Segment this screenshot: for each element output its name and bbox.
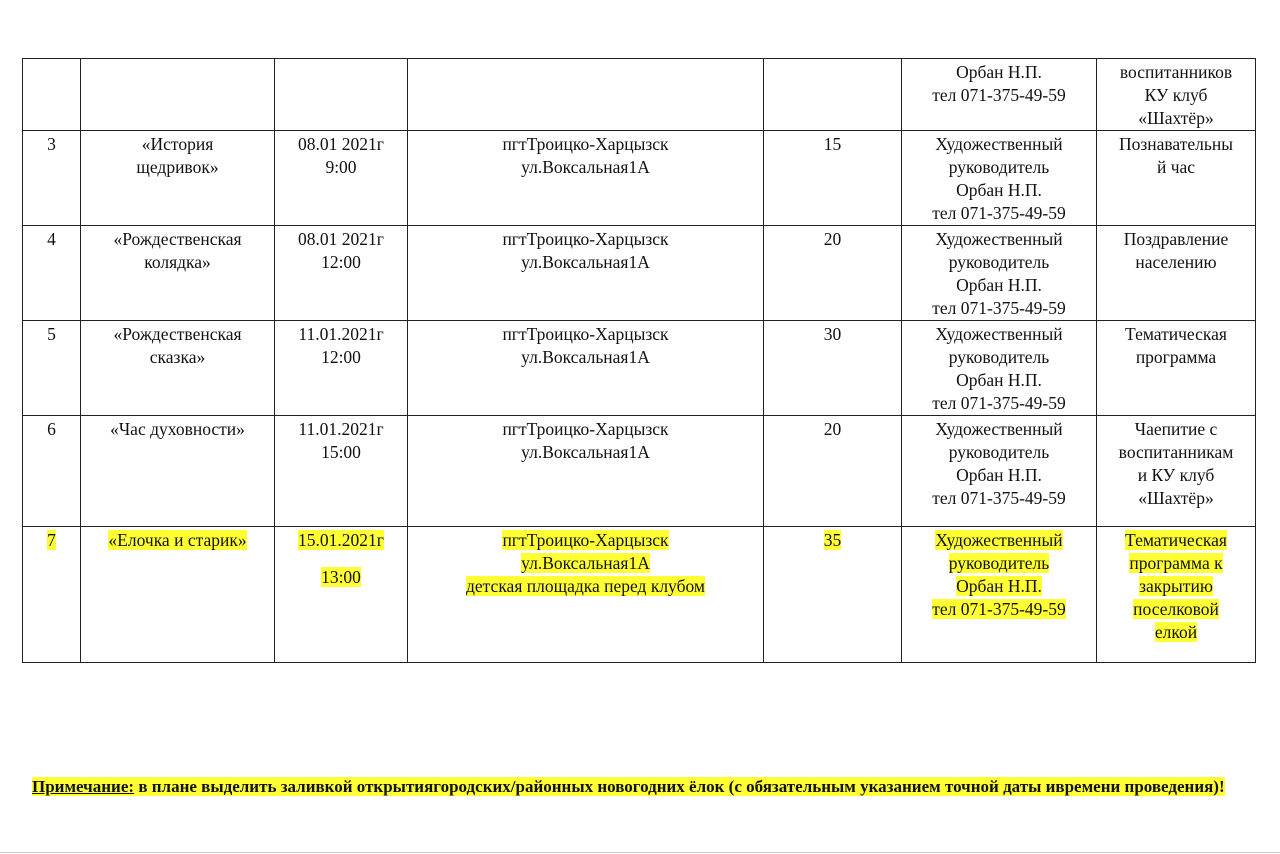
title-cell: «История щедривок» — [81, 131, 275, 226]
num-cell: 3 — [23, 131, 81, 226]
datetime-cell — [275, 131, 408, 226]
responsible-cell — [902, 59, 1097, 131]
place-cell: пгтТроицко-Харцызск ул.Воксальная1А — [408, 321, 764, 416]
note-text: в плане выделить заливкой открытиягородских/районных новогодних ёлок (с обязательным указанием точной даты ивремени проведения)! — [134, 777, 1225, 796]
form-cell: Поздравление населению — [1097, 226, 1256, 321]
num-cell: 7 — [23, 527, 81, 663]
form-cell: Тематическая программа — [1097, 321, 1256, 416]
count-cell: 30 — [764, 321, 902, 416]
datetime-cell — [275, 527, 408, 663]
title-cell: «Час духовности» — [81, 416, 275, 527]
table-row — [23, 131, 1256, 226]
event-time: 9:00 — [325, 157, 357, 177]
form-line: воспитанников — [1119, 62, 1233, 82]
table-row — [23, 321, 1256, 416]
event-date: 08.01 2021г — [298, 134, 384, 154]
form-line: «Шахтёр» — [1138, 108, 1214, 128]
note-label: Примечание: — [32, 777, 135, 796]
table-row — [23, 59, 1256, 131]
event-date: 11.01.2021г — [298, 324, 384, 344]
datetime-cell — [275, 416, 408, 527]
num-cell — [23, 59, 81, 131]
event-time: 12:00 — [321, 347, 361, 367]
place-cell — [408, 59, 764, 131]
responsible-cell: Художественный руководитель Орбан Н.П. тел 071-375-49-59 — [902, 416, 1097, 527]
note-paragraph — [32, 775, 1247, 798]
title-cell: «Елочка и старик» — [81, 527, 275, 663]
event-time: 12:00 — [321, 252, 361, 272]
count-cell: 20 — [764, 416, 902, 527]
datetime-cell — [275, 226, 408, 321]
table-row — [23, 226, 1256, 321]
form-cell: Тематическая программа к закрытию поселковой елкой — [1097, 527, 1256, 663]
title-cell: «Рождественская сказка» — [81, 321, 275, 416]
place-cell: пгтТроицко-Харцызск ул.Воксальная1А — [408, 226, 764, 321]
event-date: 11.01.2021г — [298, 419, 384, 439]
event-date: 15.01.2021г — [298, 530, 384, 550]
count-cell: 35 — [764, 527, 902, 663]
table-row-highlighted — [23, 527, 1256, 663]
form-cell: Чаепитие с воспитанникам и КУ клуб «Шахтёр» — [1097, 416, 1256, 527]
title-cell: «Рождественская колядка» — [81, 226, 275, 321]
responsible-line: Орбан Н.П. — [956, 62, 1042, 82]
count-cell: 20 — [764, 226, 902, 321]
responsible-line: тел 071-375-49-59 — [932, 85, 1066, 105]
count-cell — [764, 59, 902, 131]
num-cell: 6 — [23, 416, 81, 527]
responsible-cell: Художественный руководитель Орбан Н.П. тел 071-375-49-59 — [902, 131, 1097, 226]
title-cell — [81, 59, 275, 131]
responsible-cell: Художественный руководитель Орбан Н.П. тел 071-375-49-59 — [902, 321, 1097, 416]
event-time: 15:00 — [321, 442, 361, 462]
place-cell: пгтТроицко-Харцызск ул.Воксальная1А — [408, 131, 764, 226]
form-line: КУ клуб — [1144, 85, 1208, 105]
page-bottom-divider — [0, 852, 1280, 853]
place-cell: пгтТроицко-Харцызск ул.Воксальная1А детская площадка перед клубом — [408, 527, 764, 663]
table-row — [23, 416, 1256, 527]
datetime-cell — [275, 59, 408, 131]
event-time: 13:00 — [321, 567, 361, 587]
responsible-cell: Художественный руководитель Орбан Н.П. тел 071-375-49-59 — [902, 527, 1097, 663]
events-table — [22, 58, 1256, 663]
event-date: 08.01 2021г — [298, 229, 384, 249]
form-cell: Познавательны й час — [1097, 131, 1256, 226]
place-cell: пгтТроицко-Харцызск ул.Воксальная1А — [408, 416, 764, 527]
datetime-cell — [275, 321, 408, 416]
responsible-cell: Художественный руководитель Орбан Н.П. тел 071-375-49-59 — [902, 226, 1097, 321]
num-cell: 4 — [23, 226, 81, 321]
form-cell — [1097, 59, 1256, 131]
count-cell: 15 — [764, 131, 902, 226]
num-cell: 5 — [23, 321, 81, 416]
